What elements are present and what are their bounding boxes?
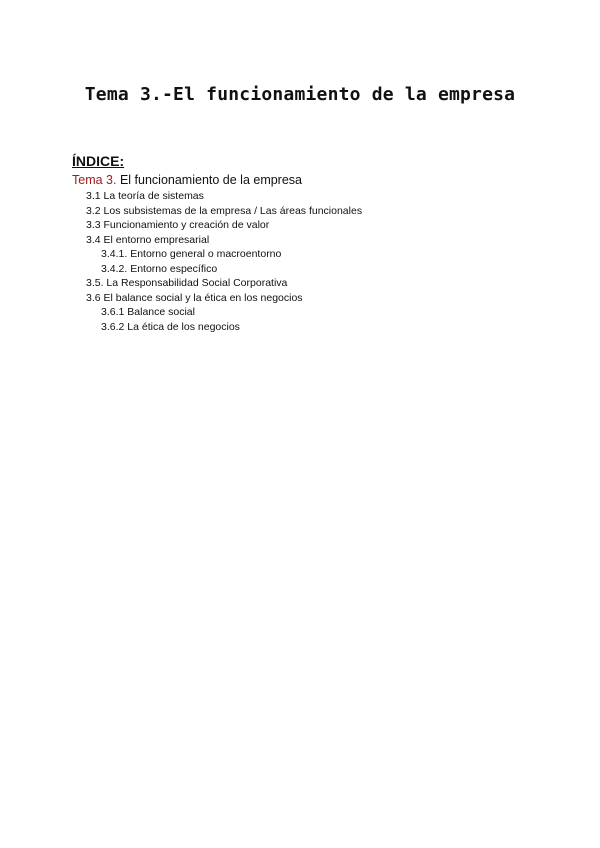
toc-subentry: 3.6.1 Balance social	[101, 306, 195, 318]
toc-entry: 3.6 El balance social y la ética en los negocios	[86, 291, 303, 304]
toc-entry: 3.2 Los subsistemas de la empresa / Las áreas funcionales	[86, 204, 363, 217]
toc-entry: 3.3 Funcionamiento y creación de valor	[86, 219, 270, 231]
table-of-contents	[72, 152, 532, 334]
toc-entry: 3.5. La Responsabilidad Social Corporativa	[86, 277, 288, 289]
toc-subentry: 3.4.1. Entorno general o macroentorno	[101, 248, 282, 260]
toc-entry: 3.4 El entorno empresarial	[86, 233, 210, 246]
toc-main-label: El funcionamiento de la empresa	[119, 173, 303, 187]
toc-subentry: 3.4.2. Entorno específico	[101, 262, 218, 275]
index-heading: ÍNDICE:	[72, 153, 125, 169]
toc-main-entry	[72, 172, 532, 188]
toc-main-prefix: Tema 3.	[72, 173, 117, 187]
document-title: Tema 3.-El funcionamiento de la empresa	[84, 84, 516, 105]
toc-subentry: 3.6.2 La ética de los negocios	[101, 320, 240, 333]
toc-entry: 3.1 La teoría de sistemas	[86, 190, 204, 202]
